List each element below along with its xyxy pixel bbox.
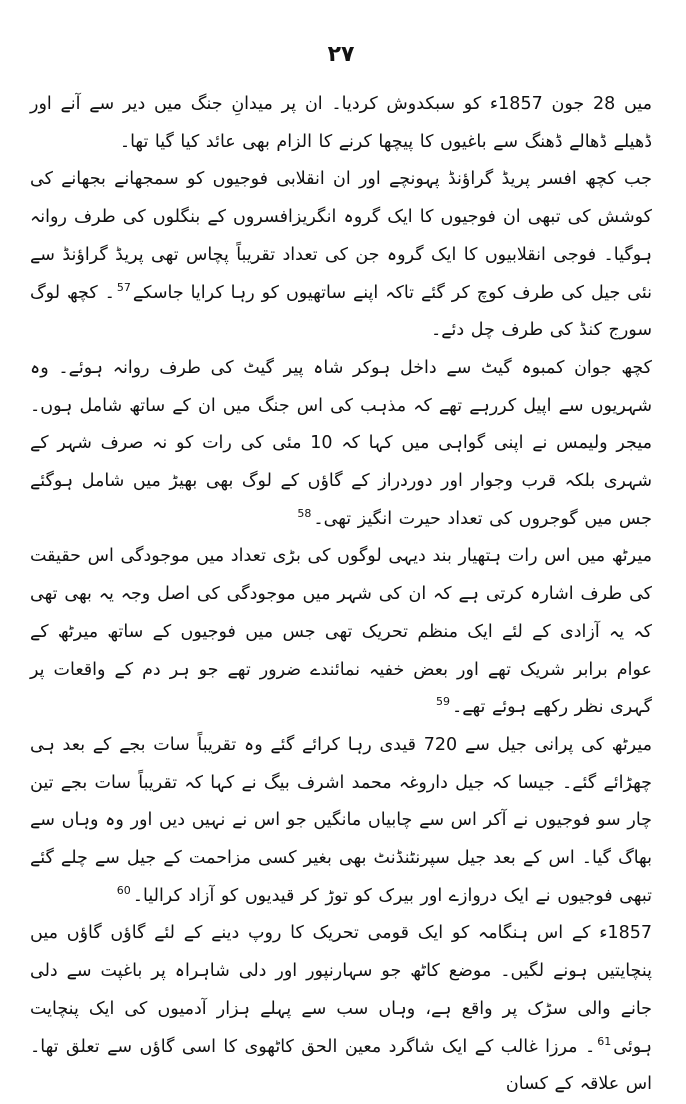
footnote-marker-57[interactable]: 57	[116, 280, 131, 294]
paragraph-text: کچھ جوان کمبوہ گیٹ سے داخل ہوکر شاہ پیر گیٹ کی طرف روانہ ہوئے۔ وہ شہریوں سے اپیل کررہے تھے کہ مذہب کی اس جنگ میں ان کے ساتھ شامل ہوں۔ میجر ولیمس نے اپنی گواہی میں کہا کہ 10 مئی کی رات کو نہ صرف شہر کے شہری بلکہ قرب وجوار اور دوردراز کے گاؤں کے لوگ بھی بھیڑ میں شامل ہوگئے جس میں گوجروں کی تعداد حیرت انگیز تھی۔	[30, 357, 652, 529]
paragraph-2	[30, 161, 652, 350]
paragraph-text: میرٹھ میں اس رات ہتھیار بند دیہی لوگوں کی بڑی تعداد میں موجودگی اس حقیقت کی طرف اشارہ کرتی ہے کہ ان کی شہر میں موجودگی کی اصل وجہ یہ بھی تھی کہ یہ آزادی کے لئے ایک منظم تحریک تھی جس میں فوجیوں کے ساتھ میرٹھ کے عوام برابر شریک تھے اور بعض خفیہ نمائندے ضرور تھے جو ہر دم کے واقعات پر گہری نظر رکھے ہوئے تھے۔	[30, 546, 652, 718]
footnote-marker-60[interactable]: 60	[116, 883, 131, 897]
footnote-marker-59[interactable]: 59	[435, 695, 450, 709]
page-number: ۲۷	[327, 42, 355, 67]
footnote-marker-58[interactable]: 58	[297, 506, 312, 520]
paragraph-3	[30, 350, 652, 539]
paragraph-text-tail: ۔ کچھ لوگ سورج کنڈ کی طرف چل دئے۔	[30, 282, 652, 341]
paragraph-5	[30, 727, 652, 916]
paragraph-text-tail: ۔ مرزا غالب کے ایک شاگرد معین الحق کاٹھوی کا اسی گاؤں سے تعلق تھا۔ اس علاقہ کے کسان	[30, 1036, 652, 1095]
body-text	[30, 86, 652, 1104]
paragraph-4	[30, 538, 652, 727]
paragraph-6	[30, 915, 652, 1104]
paragraph-1	[30, 86, 652, 161]
paragraph-text: جب کچھ افسر پریڈ گراؤنڈ پہونچے اور ان انقلابی فوجیوں کو سمجھانے بجھانے کی کوشش کی تبھی ان فوجیوں کا ایک گروہ انگریزافسروں کے بنگلوں کی طرف روانہ ہوگیا۔ فوجی انقلابیوں کا ایک گروہ جن کی تعداد تقریباً پچاس تھی پریڈ گراؤنڈ سے نئی جیل کی طرف کوچ کر گئے تاکہ اپنے ساتھیوں کو رہا کرایا جاسکے	[30, 169, 652, 303]
paragraph-text: میں 28 جون 1857ء کو سبکدوش کردیا۔ ان پر میدانِ جنگ میں دیر سے آنے اور ڈھیلے ڈھالے ڈھنگ سے باغیوں کا پیچھا کرنے کا الزام بھی عائد کیا گیا تھا۔	[30, 94, 652, 152]
paragraph-text: 1857ء کے اس ہنگامہ کو ایک قومی تحریک کا روپ دینے کے لئے گاؤں گاؤں میں پنچایتیں ہونے لگیں۔ موضع کاٹھ جو سہارنپور اور دلی شاہراہ پر باغپت سے دلی جانے والی سڑک پر واقع ہے، وہاں سب سے پہلے ہزار آدمیوں کی ایک پنچایت ہوئی	[30, 923, 652, 1057]
paragraph-text: میرٹھ کی پرانی جیل سے 720 قیدی رہا کرائے گئے وہ تقریباً سات بجے کے بعد ہی چھڑائے گئے۔ جیسا کہ جیل داروغہ محمد اشرف بیگ نے کہا کہ تقریباً سات بجے تین چار سو فوجیوں نے آکر اس سے چابیاں مانگیں جو اس نے نہیں دیں اور وہ وہاں سے بھاگ گیا۔ اس کے بعد جیل سپرنٹنڈنٹ بھی بغیر کسی مزاحمت کے جیل سے چلے گئے تبھی فوجیوں نے ایک دروازے اور بیرک کو توڑ کر قیدیوں کو آزاد کرالیا۔	[30, 734, 652, 906]
footnote-marker-61[interactable]: 61	[597, 1034, 612, 1048]
